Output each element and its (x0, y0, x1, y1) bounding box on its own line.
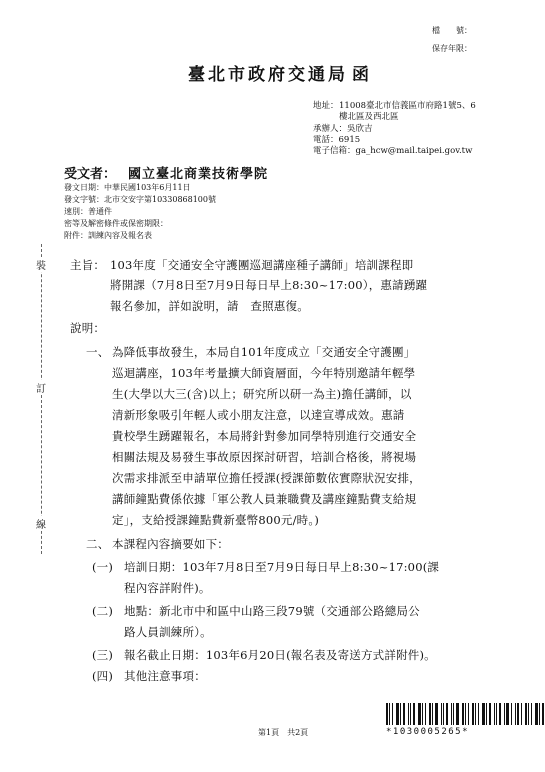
barcode-bar (456, 703, 459, 725)
barcode-bar (506, 703, 509, 725)
barcode-bar (403, 703, 405, 725)
barcode-bar (478, 703, 479, 725)
barcode-text: *1030005265* (386, 727, 470, 737)
barcode-bar (386, 703, 388, 725)
barcode-bar (392, 703, 393, 725)
barcode-bar (531, 703, 532, 725)
binding-mark-top: 裝 (36, 257, 46, 272)
item-1-line-5: 貴校學生踴躍報名，本局將針對參加同學特別進行交通安全 (112, 429, 417, 443)
file-number-label: 檔 號： (432, 26, 472, 35)
barcode-bar (539, 703, 540, 725)
item-1-line-9: 定」，支給授課鐘點費新臺幣800元/時。) (112, 513, 320, 527)
binding-mark-bottom: 線 (36, 516, 46, 531)
barcode-bar (418, 703, 421, 725)
explanation-label: 說明： (70, 321, 106, 335)
item-1-line-1: 為降低事故發生，本局自101年度成立「交通安全守護團」 (112, 345, 416, 359)
page-indicator: 第1頁 共2頁 (258, 728, 309, 737)
barcode-bar (486, 703, 487, 725)
barcode-bar (535, 703, 538, 725)
barcode-bar (472, 703, 474, 725)
barcode-bar (429, 703, 431, 725)
item-1-line-8: 講師鐘點費係依據「軍公教人員兼職費及講座鐘點費支給規 (112, 492, 417, 506)
barcode-bar (422, 703, 423, 725)
subject-line-2: 將開課（7月8日至7月9日每日早上8:30~17:00），惠請踴躍 (110, 278, 428, 292)
sub-item-2-line-2: 路人員訓練所）。 (124, 625, 212, 639)
barcode-bar (435, 703, 438, 725)
address-line-1: 11008臺北市信義區市府路1號5、6 (339, 101, 476, 111)
barcode-bar (517, 703, 519, 725)
barcode-bar (515, 703, 516, 725)
delivery-speed: 速別：普通件 (64, 207, 112, 216)
sub-item-1-line-1: 培訓日期：103年7月8日至7月9日每日早上8:30~17:00(課 (124, 560, 440, 574)
item-2-marker: 二、 (86, 537, 110, 551)
sub-item-1-line-2: 程內容詳附件)。 (124, 581, 211, 595)
barcode-bar (425, 703, 426, 725)
barcode-bar (389, 703, 390, 725)
recipient-label: 受文者： (64, 167, 117, 182)
barcode-bar (496, 703, 497, 725)
address-line-2: 樓北區及西北區 (339, 112, 399, 122)
phone: 電話：6915 (313, 135, 361, 145)
sub-item-3-marker: (三) (92, 648, 114, 662)
barcode-bar (396, 703, 399, 725)
address-label: 地址： (313, 101, 339, 111)
barcode-bar (482, 703, 485, 725)
barcode-bar (446, 703, 448, 725)
barcode-bar (494, 703, 495, 725)
binding-line (41, 244, 42, 554)
page-title: 臺北市政府交通局 (188, 65, 348, 85)
recipient-name: 國立臺北商業技術學院 (128, 167, 269, 182)
subject-line-3: 報名參加，詳如說明，請 查照惠復。 (110, 299, 309, 313)
barcode-bar (504, 703, 505, 725)
handler: 承辦人：吳欣吉 (313, 124, 373, 134)
barcode-bar (432, 703, 433, 725)
barcode-bar (413, 703, 415, 725)
retention-label: 保存年限： (432, 44, 472, 53)
issue-number: 發文字號：北市交安字第10330868100號 (64, 195, 216, 204)
barcode-bar (465, 703, 466, 725)
barcode-bar (441, 703, 442, 725)
item-1-line-3: 生(大學以大三(含)以上；研究所以研一為主)擔任講師，以 (112, 387, 412, 401)
attachment: 附件：訓練內容及報名表 (64, 231, 152, 240)
barcode-bar (400, 703, 401, 725)
barcode-bar (511, 703, 512, 725)
sub-item-2-line-1: 地點：新北市中和區中山路三段79號（交通部公路總局公 (124, 604, 420, 618)
item-2-heading: 本課程內容摘要如下： (112, 537, 229, 551)
barcode-bar (521, 703, 522, 725)
barcode-bar (410, 703, 411, 725)
sub-item-1-marker: (一) (92, 560, 114, 574)
item-1-marker: 一、 (86, 345, 110, 359)
sub-item-3-line-1: 報名截止日期：103年6月20日(報名表及寄送方式詳附件)。 (124, 648, 436, 662)
binding-mark-mid: 訂 (36, 380, 46, 395)
item-1-line-4: 清新形象吸引年輕人或小朋友注意，以達宣導成效。惠請 (112, 408, 405, 422)
barcode-bar (475, 703, 476, 725)
sub-item-4-marker: (四) (92, 669, 114, 683)
item-1-line-6: 相關法規及易發生事故原因探討研習，培訓合格後，將視場 (112, 450, 417, 464)
barcode-bar (453, 703, 454, 725)
barcode-bar (525, 703, 527, 725)
barcode-bar (443, 703, 444, 725)
item-1-line-7: 次需求排派至申請單位擔任授課(授課節數依實際狀況安排， (112, 471, 421, 485)
barcode-bar (462, 703, 464, 725)
item-1-line-2: 巡迴講座，103年考量擴大師資層面，今年特別邀請年輕學 (112, 366, 416, 380)
sub-item-4-line-1: 其他注意事項： (124, 669, 206, 683)
barcode-bar (528, 703, 529, 725)
barcode-bar (542, 703, 544, 725)
document-type: 函 (352, 65, 372, 85)
email: 電子信箱：ga_hcw@mail.taipei.gov.tw (313, 146, 473, 156)
barcode-bar (499, 703, 501, 725)
subject-line-1: 103年度「交通安全守護團巡迴講座種子講師」培訓課程即 (110, 258, 414, 272)
barcode-bar (489, 703, 491, 725)
issue-date: 發文日期：中華民國103年6月11日 (64, 183, 191, 192)
barcode-bar (408, 703, 409, 725)
sub-item-2-marker: (二) (92, 604, 114, 618)
secrecy-level: 密等及解密條件或保密期限： (64, 219, 168, 228)
barcode-bar (451, 703, 452, 725)
barcode (386, 703, 545, 725)
subject-label: 主旨： (70, 258, 106, 272)
barcode-bar (468, 703, 469, 725)
